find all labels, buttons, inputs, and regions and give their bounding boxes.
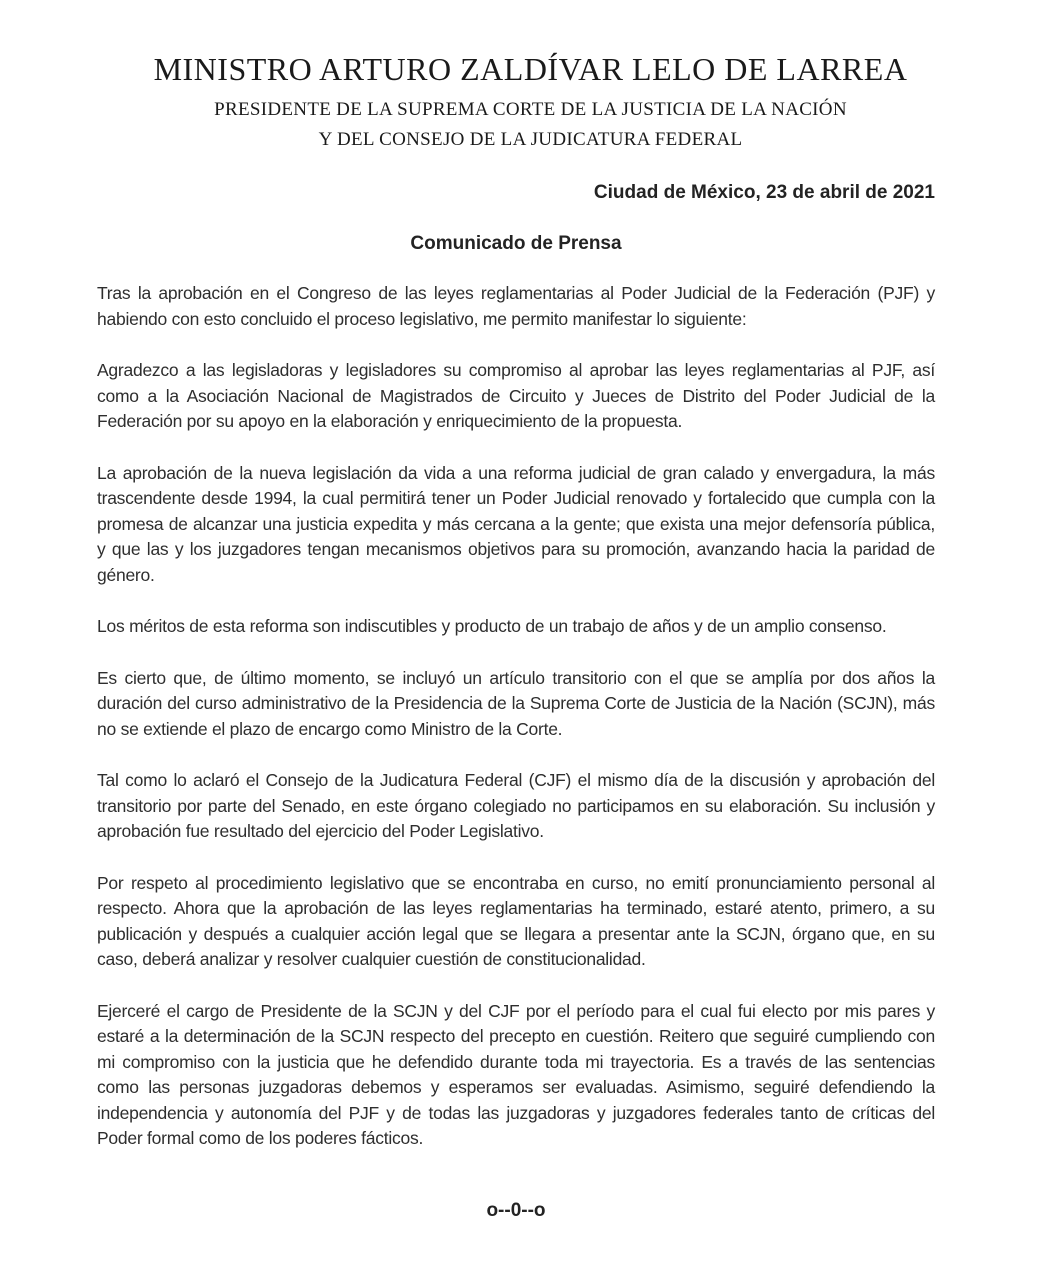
body-paragraph: Tal como lo aclaró el Consejo de la Judicatura Federal (CJF) el mismo día de la discusión y aprobación del transitorio por parte del Senado, en este órgano colegiado no participamos en su elaboración. Su inclusión y aprobación fue resultado del ejercicio del Poder Legislativo. (97, 770, 935, 841)
document-body (97, 182, 935, 1222)
body-paragraph: Los méritos de esta reforma son indiscutibles y producto de un trabajo de años y de un amplio consenso. (97, 616, 887, 636)
letterhead (0, 50, 1061, 151)
body-paragraph: Tras la aprobación en el Congreso de las leyes reglamentarias al Poder Judicial de la Federación (PJF) y habiendo con esto concluido el proceso legislativo, me permito manifestar lo siguiente: (97, 283, 935, 329)
office-title-line-2: Y DEL CONSEJO DE LA JUDICATURA FEDERAL (318, 129, 743, 150)
body-paragraph: Agradezco a las legisladoras y legisladores su compromiso al aprobar las leyes reglamentarias al PJF, así como a la Asociación Nacional de Magistrados de Circuito y Jueces de Distrito del Poder Judicial de la Federación por su apoyo en la elaboración y enriquecimiento de la propuesta. (97, 360, 935, 431)
body-paragraph: Es cierto que, de último momento, se incluyó un artículo transitorio con el que se amplía por dos años la duración del curso administrativo de la Presidencia de la Suprema Corte de Justicia de la Nación (SCJN), más no se extiende el plazo de encargo como Ministro de la Corte. (97, 667, 935, 739)
paragraph-list (97, 281, 935, 1152)
body-paragraph: Ejerceré el cargo de Presidente de la SCJN y del CJF por el período para el cual fui electo por mis pares y estaré a la determinación de la SCJN respecto del precepto en cuestión. Reitero que seguiré cumpliendo con mi compromiso con la justicia que he defendido durante toda mi trayectoria. Es a través de las sentencias como las personas juzgadoras debemos y esperamos ser evaluadas. Asimismo, seguiré defendiendo la independencia y autonomía del PJF y de todas las juzgadoras y juzgadores federales tanto de críticas del Poder formal como de los poderes fácticos. (97, 1000, 935, 1148)
body-paragraph: Por respeto al procedimiento legislativo que se encontraba en curso, no emití pronunciamiento personal al respecto. Ahora que la aprobación de las leyes reglamentarias ha terminado, estaré atento, primero, a su publicación y después a cualquier acción legal que se llegara a presentar ante la SCJN, órgano que, en su caso, deberá analizar y resolver cualquier cuestión de constitucionalidad. (97, 872, 935, 969)
dateline: Ciudad de México, 23 de abril de 2021 (593, 182, 935, 203)
document-heading: Comunicado de Prensa (410, 233, 622, 254)
body-paragraph: La aprobación de la nueva legislación da vida a una reforma judicial de gran calado y envergadura, la más trascendente desde 1994, la cual permitirá tener un Poder Judicial renovado y fortalecido que cumpla con la promesa de alcanzar una justicia expedita y más cercana a la gente; que exista una mejor defensoría pública, y que las y los juzgadores tengan mecanismos objetivos para su promoción, avanzando hacia la paridad de género. (97, 462, 935, 585)
closing-mark: o--0--o (486, 1199, 546, 1221)
minister-name-title: MINISTRO ARTURO ZALDÍVAR LELO DE LARREA (153, 51, 908, 87)
office-title-line-1: PRESIDENTE DE LA SUPREMA CORTE DE LA JUSTICIA DE LA NACIÓN (214, 99, 847, 120)
